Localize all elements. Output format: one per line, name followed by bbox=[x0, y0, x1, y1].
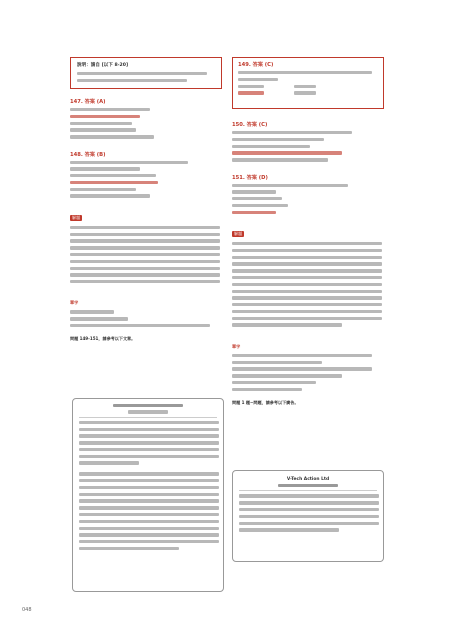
q150-options bbox=[232, 131, 384, 162]
q147-header: 147. 答案 (A) bbox=[70, 99, 106, 105]
vocab-section-right bbox=[232, 333, 384, 391]
left-passage bbox=[72, 398, 224, 592]
intro-box-title: 說明：請自 [以下 8-20] bbox=[77, 63, 129, 68]
left-passage-intro: 問題 149-151，請參考以下文章。 bbox=[70, 336, 136, 342]
q150-header: 150. 答案 (C) bbox=[232, 122, 268, 128]
right-column bbox=[232, 57, 384, 407]
q149-header: 149. 答案 (C) bbox=[238, 62, 274, 68]
left-passage-title bbox=[79, 404, 217, 414]
q148-options bbox=[70, 161, 225, 198]
q151-explanation bbox=[232, 220, 384, 327]
q148-explanation bbox=[70, 204, 225, 284]
right-passage-title: V-Tech Action Ltd bbox=[286, 477, 330, 482]
right-passage-intro: 問題 1 題~問題，請參考以下廣告。 bbox=[232, 400, 299, 406]
explanation-tag-right: 解題 bbox=[234, 231, 243, 237]
explanation-tag: 解題 bbox=[72, 214, 81, 220]
left-column bbox=[70, 98, 225, 343]
intro-box-text bbox=[77, 72, 215, 82]
vocab-section-left bbox=[70, 289, 225, 327]
q151-options bbox=[232, 184, 384, 215]
q148-header: 148. 答案 (B) bbox=[70, 151, 106, 158]
left-passage-body bbox=[79, 421, 217, 550]
q147-options bbox=[70, 108, 225, 139]
q149-box bbox=[232, 57, 384, 109]
intro-box bbox=[70, 57, 222, 89]
right-passage bbox=[232, 470, 384, 562]
page-number: 048 bbox=[22, 607, 32, 613]
right-passage-body bbox=[239, 494, 377, 531]
vocab-tag-right: 單字 bbox=[232, 343, 241, 349]
vocab-tag: 單字 bbox=[70, 300, 79, 306]
q151-header: 151. 答案 (D) bbox=[232, 174, 268, 181]
